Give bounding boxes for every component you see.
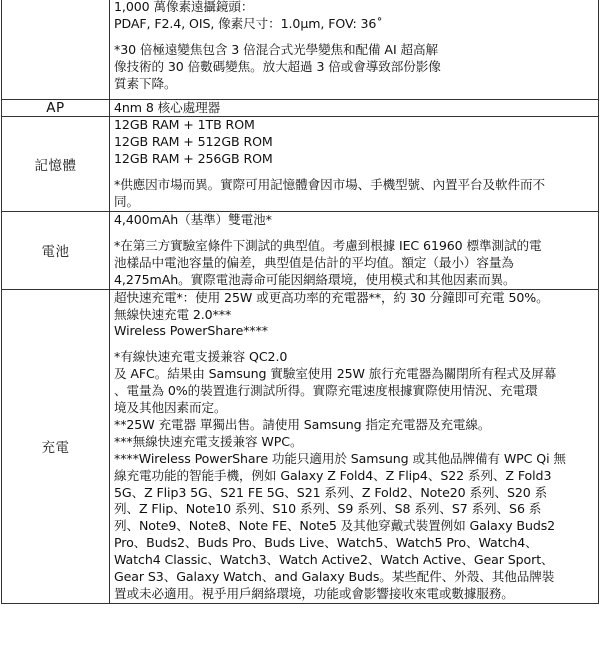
spec-text-line: 4nm 8 核心處理器 — [114, 99, 221, 115]
spec-text-line: 1,000 萬像素遠攝鏡頭： — [114, 0, 254, 14]
spec-text-line: 列、Z Flip、Note10 系列、S10 系列、S9 系列、S8 系列、S7 系列、S6 系 — [114, 501, 542, 517]
row-content-camera — [110, 0, 599, 99]
spec-text-line: 4,400mAh（基準）雙電池* — [114, 211, 272, 227]
row-label-battery: 電池 — [2, 211, 110, 289]
spec-text-line: 12GB RAM + 512GB ROM — [114, 134, 273, 150]
spec-text-line: Wireless PowerShare**** — [114, 323, 269, 339]
spec-text-line: **25W 充電器 單獨出售。請使用 Samsung 指定充電器及充電線。 — [114, 416, 491, 432]
paragraph-gap — [114, 229, 592, 238]
ap-lines — [114, 100, 592, 117]
row-content-battery — [110, 211, 599, 289]
row-content-charging — [110, 289, 599, 603]
paragraph-gap — [114, 340, 592, 349]
spec-row-memory — [2, 117, 599, 212]
spec-text-line: PDAF, F2.4, OIS, 像素尺寸：1.0μm, FOV: 36˚ — [114, 15, 383, 31]
battery-lines — [114, 212, 592, 289]
camera-lines — [114, 0, 592, 93]
spec-text-line: 質素下降。 — [114, 75, 177, 91]
spec-text-line: 像技術的 30 倍數碼變焦。放大超過 3 倍或會導致部份影像 — [114, 58, 441, 74]
spec-text-line: ****Wireless PowerShare 功能只適用於 Samsung 或其他品牌備有 WPC Qi 無 — [114, 450, 566, 466]
spec-row-battery — [2, 211, 599, 289]
row-label-ap: AP — [2, 99, 110, 117]
spec-text-line: ***無線快速充電支援兼容 WPC。 — [114, 433, 303, 449]
row-label-memory: 記憶體 — [2, 117, 110, 212]
spec-text-line: Watch4 Classic、Watch3、Watch Active2、Watch Active、Gear Sport、 — [114, 552, 554, 568]
spec-table — [1, 0, 599, 604]
spec-text-line: 4,275mAh。實際電池壽命可能因網絡環境，使用模式和其他因素而異。 — [114, 271, 516, 287]
spec-text-line: 置或未必適用。視乎用戶網絡環境，功能或會影響接收來電或數據服務。 — [114, 586, 514, 601]
row-content-ap — [110, 99, 599, 117]
paragraph-gap — [114, 33, 592, 42]
spec-row-charging — [2, 289, 599, 603]
spec-text-line: 列、Note9、Note8、Note FE、Note5 及其他穿戴式裝置例如 Galaxy Buds2 — [114, 518, 556, 534]
spec-text-line: 12GB RAM + 1TB ROM — [114, 117, 255, 133]
spec-text-line: Pro、Buds2、Buds Pro、Buds Live、Watch5、Watch5 Pro、Watch4、 — [114, 535, 538, 551]
spec-text-line: 5G、Z Flip3 5G、S21 FE 5G、S21 系列、Z Fold2、Note20 系列、S20 系 — [114, 484, 548, 500]
paragraph-gap — [114, 168, 592, 177]
spec-text-line: 超快速充電*：使用 25W 或更高功率的充電器**，約 30 分鐘即可充電 50%。 — [114, 289, 549, 305]
row-content-memory — [110, 117, 599, 212]
spec-text-line: 境及其他因素而定。 — [114, 400, 227, 416]
spec-text-line: *30 倍極遠變焦包含 3 倍混合式光學變焦和配備 AI 超高解 — [114, 41, 438, 57]
spec-text-line: *供應因市場而異。實際可用記憶體會因市場、手機型號、內置平台及軟件而不 — [114, 177, 545, 193]
spec-text-line: *有線快速充電支援兼容 QC2.0 — [114, 349, 288, 365]
memory-lines — [114, 117, 592, 211]
spec-text-line: *在第三方實驗室條件下測試的典型值。考慮到根據 IEC 61960 標準測試的電 — [114, 237, 542, 253]
spec-text-line: 同。 — [114, 194, 139, 210]
spec-text-line: 及 AFC。結果由 Samsung 實驗室使用 25W 旅行充電器為關閉所有程式及屏幕 — [114, 366, 557, 382]
spec-text-line: 、電量為 0%的裝置進行測試所得。實際充電速度根據實際使用情況、充電環 — [114, 383, 538, 399]
spec-text-line: Gear S3、Galaxy Watch、and Galaxy Buds。某些配件、外殼、其他品牌裝 — [114, 569, 555, 585]
charging-lines — [114, 290, 592, 603]
spec-text-line: 池樣品中電池容量的偏差，典型值是估計的平均值。額定（最小）容量為 — [114, 254, 514, 270]
row-label-camera — [2, 0, 110, 99]
spec-text-line: 12GB RAM + 256GB ROM — [114, 151, 273, 167]
spec-text-line: 無線快速充電 2.0*** — [114, 306, 232, 322]
spec-row-camera — [2, 0, 599, 99]
spec-text-line: 線充電功能的智能手機，例如 Galaxy Z Fold4、Z Flip4、S22 系列、Z Fold3 — [114, 467, 552, 483]
row-label-charging: 充電 — [2, 289, 110, 603]
spec-row-ap — [2, 99, 599, 117]
